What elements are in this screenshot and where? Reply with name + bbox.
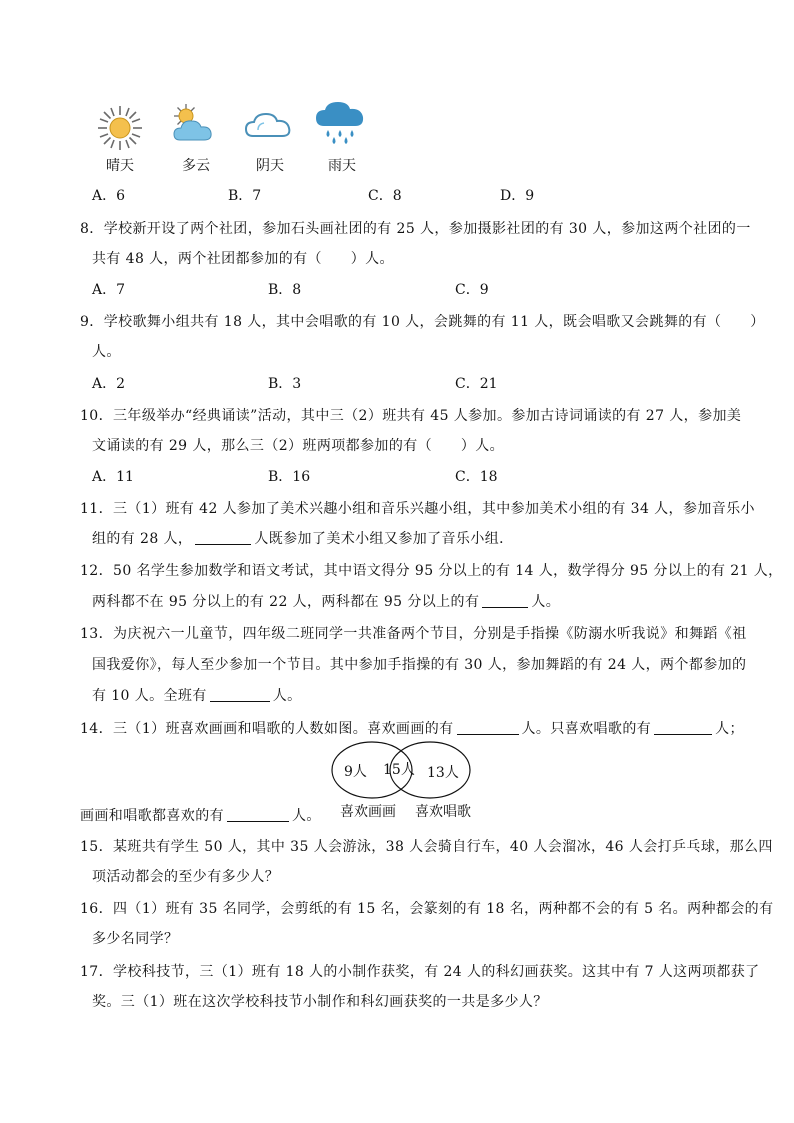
rainy-icon <box>314 100 366 146</box>
venn-left-label: 喜欢画画 <box>340 804 396 820</box>
option-b[interactable]: B．3 <box>268 376 302 392</box>
question-text: 人。 <box>531 594 561 610</box>
option-d[interactable]: D．9 <box>500 188 535 204</box>
question-text-line <box>80 805 321 825</box>
question-text: 项活动都会的至少有多少人？ <box>92 869 280 885</box>
question-text: 12．50 名学生参加数学和语文考试，其中语文得分 95 分以上的有 14 人，数学得分 95 分以上的有 21 人， <box>80 563 783 579</box>
venn-both-count: 15人 <box>383 762 415 778</box>
question-text: 人； <box>715 721 744 737</box>
venn-left-only-count: 9人 <box>344 764 367 780</box>
question-text-line <box>92 685 302 705</box>
answer-blank[interactable] <box>654 720 712 735</box>
answer-blank[interactable] <box>227 807 289 822</box>
weather-label-sunny: 晴天 <box>106 158 134 174</box>
question-text: 两科都不在 95 分以上的有 22 人，两科都在 95 分以上的有 <box>92 594 480 610</box>
question-text: 16．四（1）班有 35 名同学，会剪纸的有 15 名，会篆刻的有 18 名，两种都不会的有 5 名。两种都会的有 <box>80 901 774 917</box>
question-text: 共有 48 人，两个社团都参加的有（ ）人。 <box>92 251 394 267</box>
overcast-icon <box>244 110 294 140</box>
question-text: 13．为庆祝六一儿童节，四年级二班同学一共准备两个节目，分别是手指操《防溺水听我说》和舞蹈《祖 <box>80 626 747 642</box>
answer-blank[interactable] <box>457 720 519 735</box>
option-a[interactable]: A．11 <box>92 469 134 485</box>
question-text: 14．三（1）班喜欢画画和唱歌的人数如图。喜欢画画的有 <box>80 721 454 737</box>
question-text: 11．三（1）班有 42 人参加了美术兴趣小组和音乐兴趣小组，其中参加美术小组的有 34 人，参加音乐小 <box>80 501 755 517</box>
question-text: 画画和唱歌都喜欢的有 <box>80 808 224 824</box>
question-text: 文诵读的有 29 人，那么三（2）班两项都参加的有（ ）人。 <box>92 438 505 454</box>
venn-right-only-count: 13人 <box>427 765 459 781</box>
partly-cloudy-icon <box>168 102 218 146</box>
question-text: 有 10 人。全班有 <box>92 688 207 704</box>
question-text: 人既参加了美术小组又参加了音乐小组． <box>254 531 514 547</box>
question-text: 人。 <box>92 344 121 360</box>
question-text-line <box>80 718 744 738</box>
question-text: 9．学校歌舞小组共有 18 人，其中会唱歌的有 10 人，会跳舞的有 11 人，既会唱歌又会跳舞的有（ ） <box>80 314 765 330</box>
question-text-line <box>92 591 560 611</box>
answer-blank[interactable] <box>195 530 251 545</box>
option-b[interactable]: B．7 <box>228 188 262 204</box>
option-a[interactable]: A．7 <box>92 282 126 298</box>
question-text: 15．某班共有学生 50 人，其中 35 人会游泳，38 人会骑自行车，40 人会溜冰，46 人会打乒乓球，那么四 <box>80 839 773 855</box>
option-a[interactable]: A．2 <box>92 376 126 392</box>
question-text: 10．三年级举办“经典诵读”活动，其中三（2）班共有 45 人参加。参加古诗词诵读的有 27 人，参加美 <box>80 408 742 424</box>
question-text: 组的有 28 人， <box>92 531 193 547</box>
question-text: 人。 <box>292 808 321 824</box>
question-text: 人。 <box>272 688 302 704</box>
option-c[interactable]: C．9 <box>455 282 489 298</box>
question-text-line <box>92 528 514 548</box>
question-text: 8．学校新开设了两个社团，参加石头画社团的有 25 人，参加摄影社团的有 30 人，参加这两个社团的一 <box>80 221 751 237</box>
option-c[interactable]: C．8 <box>368 188 402 204</box>
question-text: 多少名同学？ <box>92 931 179 947</box>
question-text: 国我爱你》，每人至少参加一个节目。其中参加手指操的有 30 人，参加舞蹈的有 24 人，两个都参加的 <box>92 657 747 673</box>
weather-label-rainy: 雨天 <box>328 158 356 174</box>
sunny-icon <box>96 104 144 152</box>
option-b[interactable]: B．8 <box>268 282 302 298</box>
question-text: 17．学校科技节，三（1）班有 18 人的小制作获奖，有 24 人的科幻画获奖。这其中有 7 人这两项都获了 <box>80 964 760 980</box>
answer-blank[interactable] <box>482 593 528 608</box>
option-c[interactable]: C．18 <box>455 469 498 485</box>
venn-right-label: 喜欢唱歌 <box>415 804 471 820</box>
weather-label-overcast: 阴天 <box>256 158 284 174</box>
weather-label-cloudy: 多云 <box>182 158 210 174</box>
option-a[interactable]: A．6 <box>92 188 126 204</box>
question-text: 人。只喜欢唱歌的有 <box>521 721 652 737</box>
question-text: 奖。三（1）班在这次学校科技节小制作和科幻画获奖的一共是多少人？ <box>92 994 548 1010</box>
option-c[interactable]: C．21 <box>455 376 498 392</box>
option-b[interactable]: B．16 <box>268 469 311 485</box>
answer-blank[interactable] <box>210 687 270 702</box>
